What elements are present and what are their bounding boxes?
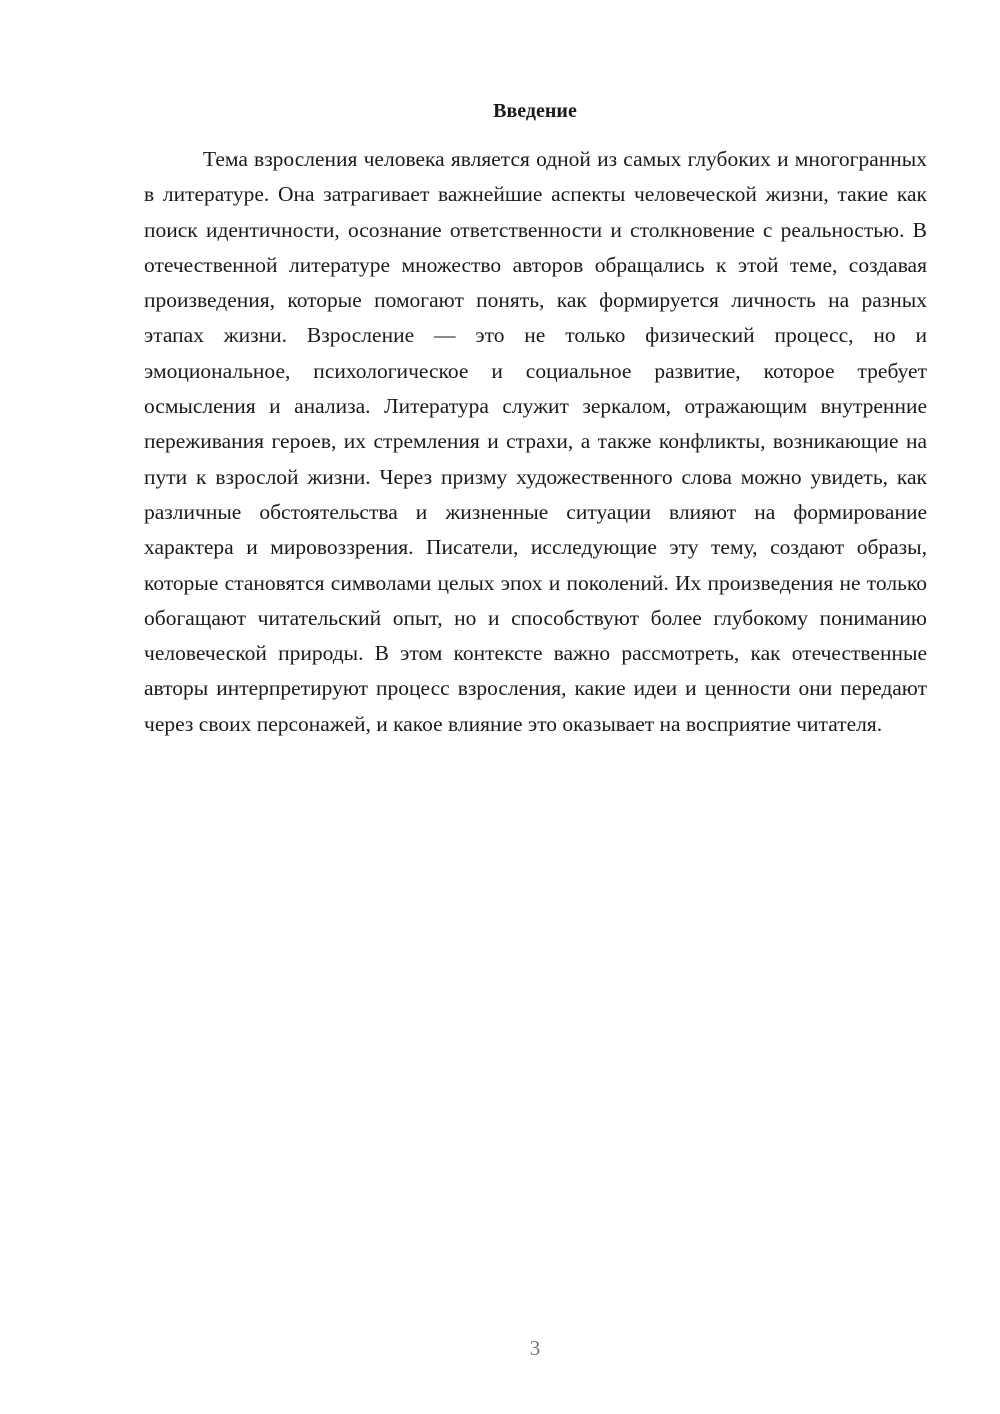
body-paragraph: Тема взросления человека является одной из самых глубоких и многогранных в литературе. Она затрагивает важнейшие аспекты человеческой жизни, такие как поиск идентичности, осознание ответственности и столкновение с реальностью. В отечественной литературе множество авторов обращались к этой теме, создавая произведения, которые помогают понять, как формируется личность на разных этапах жизни. Взросление — это не только физический процесс, но и эмоциональное, психологическое и социальное развитие, которое требует осмысления и анализа. Литература служит зеркалом, отражающим внутренние переживания героев, их стремления и страхи, а также конфликты, возникающие на пути к взрослой жизни. Через призму художественного слова можно увидеть, как различные обстоятельства и жизненные ситуации влияют на формирование характера и мировоззрения. Писатели, исследующие эту тему, создают образы, которые становятся символами целых эпох и поколений. Их произведения не только обогащают читательский опыт, но и способствуют более глубокому пониманию человеческой природы. В этом контексте важно рассмотреть, как отечественные авторы интерпретируют процесс взросления, какие идеи и ценности они передают через своих персонажей, и какое влияние это оказывает на восприятие читателя. xyxy=(144,147,927,736)
page-number: 3 xyxy=(529,1336,541,1360)
section-title: Введение xyxy=(493,100,577,122)
